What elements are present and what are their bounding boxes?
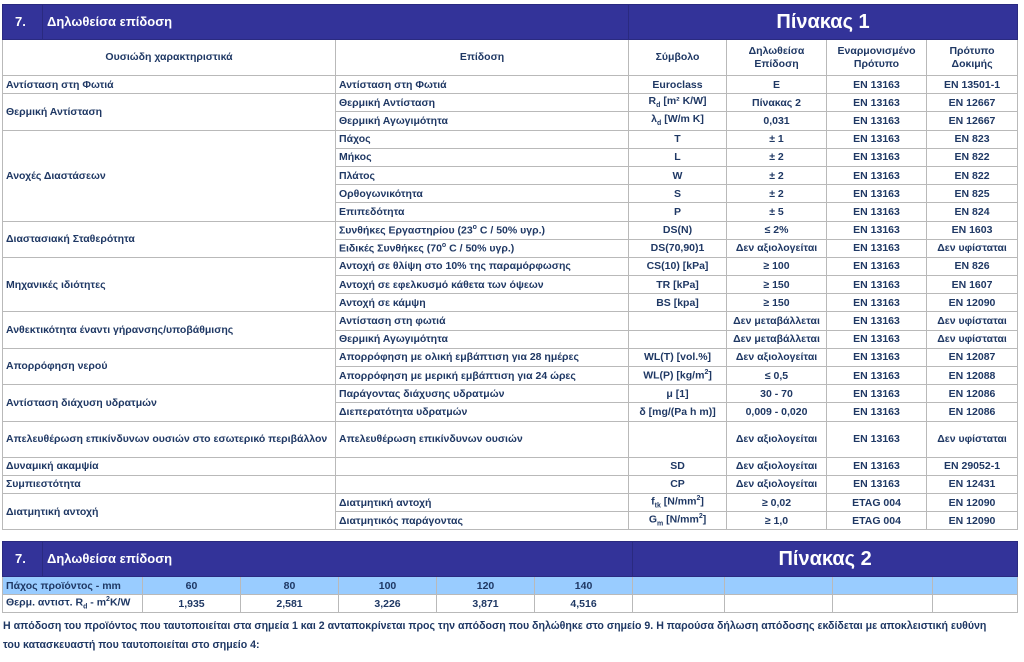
harmonised-cell: EN 13163 <box>827 457 927 475</box>
section-number: 7. <box>3 5 43 39</box>
test-cell: EN 13501-1 <box>927 76 1018 94</box>
symbol-cell: S <box>629 185 727 203</box>
harmonised-cell: EN 13163 <box>827 166 927 184</box>
symbol-cell: CP <box>629 475 727 493</box>
symbol-end: ] <box>700 495 704 508</box>
harmonised-cell: EN 13163 <box>827 475 927 493</box>
resistance-value: 4,516 <box>535 595 633 613</box>
declared-cell: ± 5 <box>727 203 827 221</box>
performance-cell: Μήκος <box>336 148 629 166</box>
harmonised-cell: EN 13163 <box>827 148 927 166</box>
characteristic-cell: Αντίσταση διάχυση υδρατμών <box>3 385 336 421</box>
header-performance: Επίδοση <box>336 40 629 76</box>
header-symbol: Σύμβολο <box>629 40 727 76</box>
harmonised-cell: EN 13163 <box>827 330 927 348</box>
symbol-sup: 2 <box>704 369 709 377</box>
table2-container <box>2 541 1017 613</box>
test-cell: EN 12090 <box>927 294 1018 312</box>
header-harmonised-line2: Πρότυπο <box>853 57 900 70</box>
empty-cell <box>633 577 725 595</box>
panel-title: Πίνακας 2 <box>633 542 1018 577</box>
symbol-cell <box>629 493 727 511</box>
declared-cell: ≥ 1,0 <box>727 512 827 530</box>
harmonised-cell: EN 13163 <box>827 385 927 403</box>
harmonised-cell: EN 13163 <box>827 203 927 221</box>
thickness-label: Πάχος προϊόντος - mm <box>3 577 143 595</box>
table1-title-bar <box>3 5 1018 40</box>
symbol-cell <box>629 512 727 530</box>
header-test-standard <box>927 40 1018 76</box>
declared-cell: 0,009 - 0,020 <box>727 403 827 421</box>
declared-cell: ≤ 2% <box>727 221 827 239</box>
empty-cell <box>833 577 933 595</box>
declared-cell: 30 - 70 <box>727 385 827 403</box>
symbol-sup: 2 <box>696 494 701 502</box>
header-harmonised <box>827 40 927 76</box>
table-row <box>3 348 1018 366</box>
harmonised-cell: ETAG 004 <box>827 512 927 530</box>
performance-cell: Απορρόφηση με μερική εμβάπτιση για 24 ώρες <box>336 367 629 385</box>
symbol-rest: [W/m K] <box>661 113 704 126</box>
performance-text: Ειδικές Συνθήκες (70 <box>339 242 442 255</box>
performance-cell: Αντοχή σε εφελκυσμό κάθετα των όψεων <box>336 276 629 294</box>
characteristic-cell: Απορρόφηση νερού <box>3 348 336 384</box>
symbol-cell: DS(N) <box>629 221 727 239</box>
harmonised-cell: EN 13163 <box>827 276 927 294</box>
characteristic-cell: Ανοχές Διαστάσεων <box>3 130 336 221</box>
characteristic-cell: Ανθεκτικότητα έναντι γήρανσης/υποβάθμισης <box>3 312 336 348</box>
test-cell: EN 12088 <box>927 367 1018 385</box>
symbol-cell <box>629 367 727 385</box>
footer-line-1: Η απόδοση του προϊόντος που ταυτοποιείται στα σημεία 1 και 2 ανταποκρίνεται προς την απόδοση που δηλώθηκε στο σημείο 9. Η παρούσα δήλωση απόδοσης εκδίδεται με αποκλειστική ευθύνη <box>3 620 987 632</box>
symbol-cell <box>629 112 727 130</box>
symbol-rest: [N/mm <box>663 513 699 526</box>
test-cell: Δεν υφίσταται <box>927 239 1018 257</box>
symbol-sub: tk <box>654 502 661 510</box>
empty-cell <box>933 595 1018 613</box>
table2-title-bar <box>3 542 1018 577</box>
section-title: Δηλωθείσα επίδοση <box>47 14 173 29</box>
header-test-line2: Δοκιμής <box>951 57 993 70</box>
thickness-value: 120 <box>437 577 535 595</box>
table-row <box>3 475 1018 493</box>
test-cell: EN 12431 <box>927 475 1018 493</box>
declared-cell: Δεν αξιολογείται <box>727 457 827 475</box>
table-row <box>3 385 1018 403</box>
symbol-cell: BS [kpa] <box>629 294 727 312</box>
table-row <box>3 76 1018 94</box>
symbol-cell: Euroclass <box>629 76 727 94</box>
symbol-cell <box>629 94 727 112</box>
performance-cell <box>336 239 629 257</box>
declared-cell: Δεν μεταβάλλεται <box>727 312 827 330</box>
symbol-cell: CS(10) [kPa] <box>629 257 727 275</box>
declared-cell: Δεν αξιολογείται <box>727 421 827 457</box>
resistance-label-sup: 2 <box>106 595 110 603</box>
harmonised-cell: EN 13163 <box>827 403 927 421</box>
symbol-sub: m <box>656 520 664 528</box>
test-cell: Δεν υφίσταται <box>927 330 1018 348</box>
header-harmonised-line1: Εναρμονισμένο <box>837 45 916 58</box>
harmonised-cell: EN 13163 <box>827 130 927 148</box>
resistance-value: 1,935 <box>143 595 241 613</box>
symbol-cell: μ [1] <box>629 385 727 403</box>
symbol-cell <box>629 421 727 457</box>
harmonised-cell: EN 13163 <box>827 94 927 112</box>
performance-cell: Πάχος <box>336 130 629 148</box>
symbol-rest: [N/mm <box>660 495 697 508</box>
table-row <box>3 457 1018 475</box>
performance-cell: Διατμητικός παράγοντας <box>336 512 629 530</box>
harmonised-cell: EN 13163 <box>827 421 927 457</box>
harmonised-cell: ETAG 004 <box>827 493 927 511</box>
test-cell: EN 29052-1 <box>927 457 1018 475</box>
harmonised-cell: EN 13163 <box>827 367 927 385</box>
header-declared-line1: Δηλωθείσα <box>748 45 805 58</box>
performance-cell <box>336 221 629 239</box>
performance-cell: Αντοχή σε θλίψη στο 10% της παραμόρφωσης <box>336 257 629 275</box>
test-cell: EN 823 <box>927 130 1018 148</box>
performance-cell: Παράγοντας διάχυσης υδρατμών <box>336 385 629 403</box>
test-cell: EN 1603 <box>927 221 1018 239</box>
symbol-cell <box>629 330 727 348</box>
header-declared-line2: Επίδοση <box>754 57 799 70</box>
symbol-end: ] <box>702 513 707 526</box>
declared-cell: Πίνακας 2 <box>727 94 827 112</box>
performance-cell: Απελευθέρωση επικίνδυνων ουσιών <box>336 421 629 457</box>
performance-cell: Θερμική Αγωγιμότητα <box>336 330 629 348</box>
harmonised-cell: EN 13163 <box>827 294 927 312</box>
empty-cell <box>633 595 725 613</box>
performance-cell: Διατμητική αντοχή <box>336 493 629 511</box>
test-cell: EN 12090 <box>927 493 1018 511</box>
symbol-main: λ <box>651 113 657 126</box>
symbol-cell: δ [mg/(Pa h m)] <box>629 403 727 421</box>
characteristic-cell: Θερμική Αντίσταση <box>3 94 336 130</box>
thermal-resistance-table-2 <box>2 541 1018 613</box>
symbol-sup: 2 <box>698 512 703 520</box>
thickness-value: 80 <box>241 577 339 595</box>
table1-header-row <box>3 40 1018 76</box>
harmonised-cell: EN 13163 <box>827 257 927 275</box>
test-cell: EN 12667 <box>927 94 1018 112</box>
declared-cell: E <box>727 76 827 94</box>
symbol-cell: TR [kPa] <box>629 276 727 294</box>
declared-cell: Δεν αξιολογείται <box>727 348 827 366</box>
degree-sup: o <box>472 223 477 231</box>
resistance-label <box>3 595 143 613</box>
test-cell: EN 1607 <box>927 276 1018 294</box>
performance-cell <box>336 457 629 475</box>
declared-cell: ± 2 <box>727 185 827 203</box>
performance-table-1 <box>2 4 1018 530</box>
declared-cell: 0,031 <box>727 112 827 130</box>
resistance-label-text: K/W <box>109 596 131 609</box>
declared-cell: Δεν αξιολογείται <box>727 475 827 493</box>
degree-sup: o <box>441 242 447 249</box>
performance-cell: Επιπεδότητα <box>336 203 629 221</box>
resistance-value: 3,871 <box>437 595 535 613</box>
resistance-label-sub: d <box>83 603 88 611</box>
declared-cell: ≥ 150 <box>727 294 827 312</box>
resistance-value: 3,226 <box>339 595 437 613</box>
test-cell: EN 12090 <box>927 512 1018 530</box>
performance-cell: Πλάτος <box>336 166 629 184</box>
resistance-label-text: - m <box>87 596 107 609</box>
performance-cell: Θερμική Αντίσταση <box>336 94 629 112</box>
empty-cell <box>833 595 933 613</box>
test-cell: EN 825 <box>927 185 1018 203</box>
symbol-cell: L <box>629 148 727 166</box>
declared-cell: ≥ 100 <box>727 257 827 275</box>
harmonised-cell: EN 13163 <box>827 312 927 330</box>
symbol-cell: WL(T) [vol.%] <box>629 348 727 366</box>
symbol-cell: P <box>629 203 727 221</box>
table1-container <box>2 4 1017 530</box>
test-cell: Δεν υφίσταται <box>927 312 1018 330</box>
resistance-row <box>3 595 1018 613</box>
characteristic-cell: Δυναμική ακαμψία <box>3 457 336 475</box>
harmonised-cell: EN 13163 <box>827 112 927 130</box>
resistance-label-text: Θερμ. αντιστ. R <box>6 596 84 609</box>
symbol-cell <box>629 312 727 330</box>
performance-cell: Αντίσταση στη φωτιά <box>336 312 629 330</box>
test-cell: EN 826 <box>927 257 1018 275</box>
thickness-row <box>3 577 1018 595</box>
resistance-value: 2,581 <box>241 595 339 613</box>
characteristic-cell: Συμπιεστότητα <box>3 475 336 493</box>
symbol-main: WL(P) [kg/m <box>643 369 705 382</box>
empty-cell <box>933 577 1018 595</box>
declared-cell: ± 2 <box>727 148 827 166</box>
harmonised-cell: EN 13163 <box>827 239 927 257</box>
symbol-cell: DS(70,90)1 <box>629 239 727 257</box>
symbol-cell: SD <box>629 457 727 475</box>
symbol-rest: [m² K/W] <box>660 95 707 108</box>
empty-cell <box>725 595 833 613</box>
harmonised-cell: EN 13163 <box>827 76 927 94</box>
table-row <box>3 94 1018 112</box>
test-cell: EN 12667 <box>927 112 1018 130</box>
performance-text: C / 50% υγρ.) <box>446 242 515 255</box>
performance-cell: Θερμική Αγωγιμότητα <box>336 112 629 130</box>
performance-cell <box>336 475 629 493</box>
section-title: Δηλωθείσα επίδοση <box>47 551 173 566</box>
thickness-value: 140 <box>535 577 633 595</box>
table-row <box>3 257 1018 275</box>
table-row <box>3 312 1018 330</box>
declared-cell: Δεν αξιολογείται <box>727 239 827 257</box>
test-cell: EN 824 <box>927 203 1018 221</box>
test-cell: EN 822 <box>927 166 1018 184</box>
table-row <box>3 130 1018 148</box>
thickness-value: 100 <box>339 577 437 595</box>
symbol-rest: ] <box>708 369 712 382</box>
symbol-sub: d <box>656 102 661 110</box>
declared-cell: ± 2 <box>727 166 827 184</box>
header-declared <box>727 40 827 76</box>
declared-cell: ≥ 0,02 <box>727 493 827 511</box>
test-cell: Δεν υφίσταται <box>927 421 1018 457</box>
characteristic-cell: Αντίσταση στη Φωτιά <box>3 76 336 94</box>
header-test-line1: Πρότυπο <box>949 45 995 58</box>
characteristic-cell: Μηχανικές ιδιότητες <box>3 257 336 312</box>
symbol-cell: W <box>629 166 727 184</box>
symbol-main: f <box>651 495 655 508</box>
performance-cell: Απορρόφηση με ολική εμβάπτιση για 28 ημέρες <box>336 348 629 366</box>
test-cell: EN 822 <box>927 148 1018 166</box>
characteristic-cell: Διατμητική αντοχή <box>3 493 336 529</box>
panel-title: Πίνακας 1 <box>629 5 1018 40</box>
performance-cell: Διεπερατότητα υδρατμών <box>336 403 629 421</box>
symbol-main: R <box>648 95 657 108</box>
symbol-sub: d <box>657 120 662 128</box>
declared-cell: Δεν μεταβάλλεται <box>727 330 827 348</box>
declared-cell: ≥ 150 <box>727 276 827 294</box>
performance-text: C / 50% υγρ.) <box>476 224 545 237</box>
test-cell: EN 12087 <box>927 348 1018 366</box>
declared-cell: ≤ 0,5 <box>727 367 827 385</box>
declaration-footer <box>3 617 1017 655</box>
table-row <box>3 221 1018 239</box>
performance-cell: Αντοχή σε κάμψη <box>336 294 629 312</box>
symbol-cell: T <box>629 130 727 148</box>
table-row <box>3 421 1018 457</box>
harmonised-cell: EN 13163 <box>827 221 927 239</box>
section-number: 7. <box>3 542 43 576</box>
test-cell: EN 12086 <box>927 385 1018 403</box>
header-characteristic: Ουσιώδη χαρακτηριστικά <box>3 40 336 76</box>
performance-cell: Αντίσταση στη Φωτιά <box>336 76 629 94</box>
empty-cell <box>725 577 833 595</box>
section-heading <box>3 5 629 40</box>
thickness-value: 60 <box>143 577 241 595</box>
symbol-main: G <box>648 513 657 526</box>
declared-cell: ± 1 <box>727 130 827 148</box>
harmonised-cell: EN 13163 <box>827 348 927 366</box>
harmonised-cell: EN 13163 <box>827 185 927 203</box>
characteristic-cell: Διαστασιακή Σταθερότητα <box>3 221 336 257</box>
performance-cell: Ορθογωνικότητα <box>336 185 629 203</box>
test-cell: EN 12086 <box>927 403 1018 421</box>
section-heading <box>3 542 633 577</box>
footer-line-2: του κατασκευαστή που ταυτοποιείται στο σημείο 4: <box>3 639 260 651</box>
characteristic-cell: Απελευθέρωση επικίνδυνων ουσιών στο εσωτερικό περιβάλλον <box>3 421 336 457</box>
table-row <box>3 493 1018 511</box>
performance-text: Συνθήκες Εργαστηρίου (23 <box>339 224 473 237</box>
